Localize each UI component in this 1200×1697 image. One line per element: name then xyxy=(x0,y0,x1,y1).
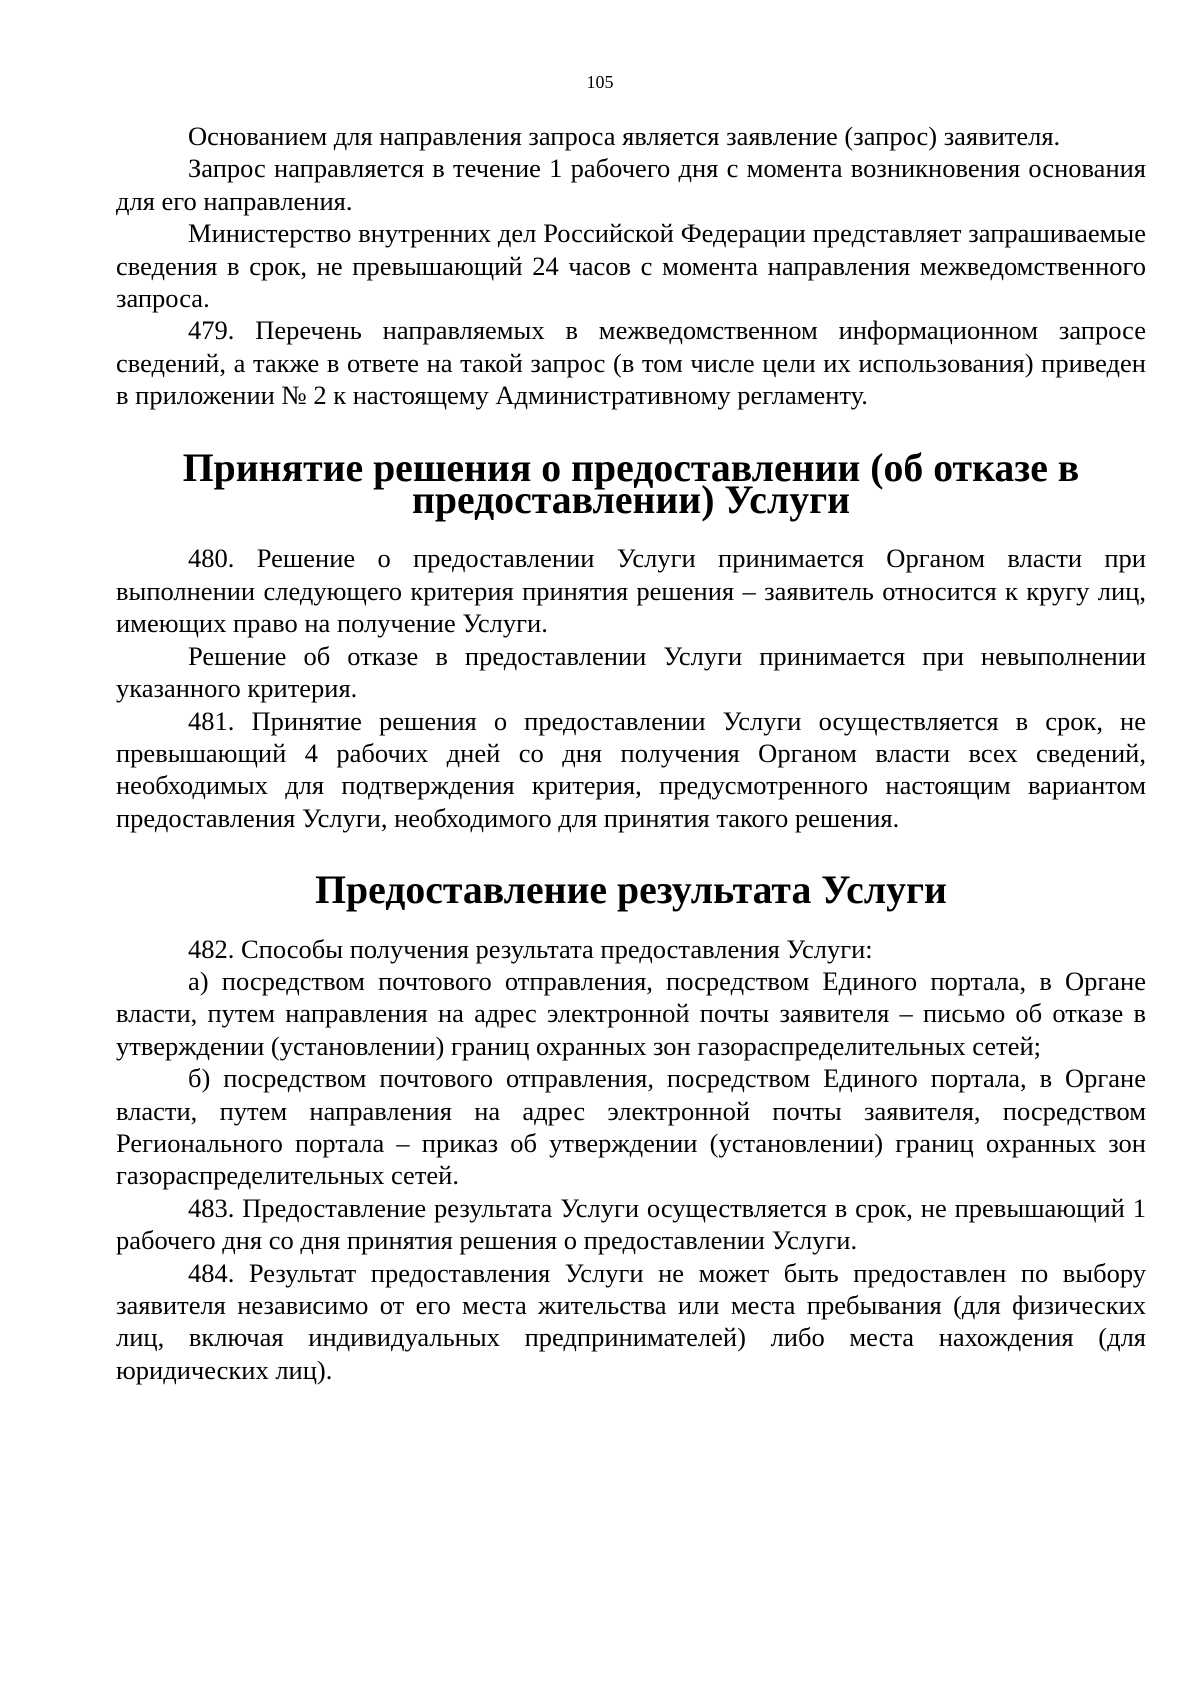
paragraph-482-b: б) посредством почтового отправления, посредством Единого портала, в Органе власти, путем направления на адрес электронной почты заявителя, посредством Регионального портала – приказ об утверждении (установлении) границ охранных зон газораспределительных сетей. xyxy=(116,1063,1146,1191)
paragraph-483: 483. Предоставление результата Услуги осуществляется в срок, не превышающий 1 рабочего дня со дня принятия решения о предоставлении Услуги. xyxy=(116,1192,1146,1256)
paragraph-484: 484. Результат предоставления Услуги не может быть предоставлен по выбору заявителя независимо от его места жительства или места пребывания (для физических лиц, включая индивидуальных предпринимателей) либо места нахождения (для юридических лиц). xyxy=(116,1257,1146,1385)
paragraph-refusal: Решение об отказе в предоставлении Услуги принимается при невыполнении указанного критерия. xyxy=(116,640,1146,704)
page-number: 105 xyxy=(586,72,614,92)
paragraph-482: 482. Способы получения результата предоставления Услуги: xyxy=(188,933,873,964)
paragraph-480: 480. Решение о предоставлении Услуги принимается Органом власти при выполнении следующего критерия принятия решения – заявитель относится к кругу лиц, имеющих право на получение Услуги. xyxy=(116,543,1146,639)
document-body xyxy=(116,120,1146,1386)
paragraph-481: 481. Принятие решения о предоставлении Услуги осуществляется в срок, не превышающий 4 рабочих дней со дня получения Органом власти всех сведений, необходимых для подтверждения критерия, предусмотренного настоящим вариантом предоставления Услуги, необходимого для принятия такого решения. xyxy=(116,705,1146,833)
paragraph-mvd: Министерство внутренних дел Российской Федерации представляет запрашиваемые сведения в срок, не превышающий 24 часов с момента направления межведомственного запроса. xyxy=(116,218,1146,314)
paragraph-basis: Основанием для направления запроса является заявление (запрос) заявителя. xyxy=(188,121,1061,151)
section-heading-decision: Принятие решения о предоставлении (об отказе в предоставлении) Услуги xyxy=(182,445,1080,523)
section-heading-result: Предоставление результата Услуги xyxy=(315,868,947,913)
paragraph-request-term: Запрос направляется в течение 1 рабочего дня с момента возникновения основания для его направления. xyxy=(116,153,1146,216)
paragraph-479: 479. Перечень направляемых в межведомственном информационном запросе сведений, а также в ответе на такой запрос (в том числе цели их использования) приведен в приложении № 2 к настоящему Административному регламенту. xyxy=(116,315,1146,411)
paragraph-482-a: а) посредством почтового отправления, посредством Единого портала, в Органе власти, путем направления на адрес электронной почты заявителя – письмо об отказе в утверждении (установлении) границ охранных зон газораспределительных сетей; xyxy=(116,965,1146,1061)
